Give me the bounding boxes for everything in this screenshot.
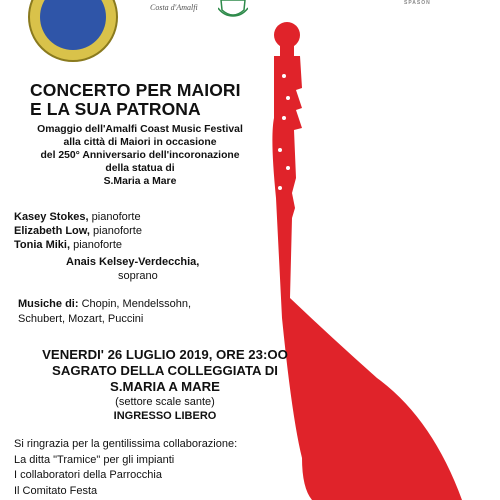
event-venue-line-1: SAGRATO DELLA COLLEGGIATA DI <box>52 363 278 378</box>
event-entry: INGRESSO LIBERO <box>113 410 217 422</box>
costa-amalfi-label: Costa d'Amalfi <box>150 3 198 12</box>
event-note: (settore scale sante) <box>115 396 215 408</box>
sponsor-logo-text: SPASON <box>404 0 431 6</box>
soprano-role: soprano <box>118 270 158 282</box>
event-date: VENERDI' 26 LUGLIO 2019, ORE 23:OO <box>42 347 288 362</box>
subtitle-line: Omaggio dell'Amalfi Coast Music Festival <box>37 124 243 135</box>
thanks-line: La ditta "Tramice" per gli impianti <box>14 453 175 466</box>
performers-list <box>14 210 142 252</box>
subtitle-line: della statua di <box>105 163 175 174</box>
subtitle-line: del 250° Anniversario dell'incoronazione <box>40 150 240 161</box>
double-bass-silhouette <box>262 18 500 500</box>
thanks-block <box>14 437 237 499</box>
performer-item: Tonia Miki, pianoforte <box>14 239 123 251</box>
subtitle-line: alla città di Maiori in occasione <box>63 137 217 148</box>
performer-item: Elizabeth Low, pianoforte <box>14 225 142 237</box>
town-crest-icon <box>218 0 248 18</box>
thanks-intro: Si ringrazia per la gentilissima collaborazione: <box>14 438 238 450</box>
thanks-line: I collaboratori della Parrocchia <box>14 469 162 481</box>
concert-title-line-1: CONCERTO PER MAIORI <box>30 80 241 100</box>
event-venue-line-2: S.MARIA A MARE <box>110 379 220 394</box>
subtitle-block <box>30 123 250 188</box>
seal-emblem <box>40 0 106 50</box>
thanks-line: Il Comitato Festa <box>14 484 98 497</box>
music-line-1: Musiche di: Chopin, Mendelssohn, <box>18 298 192 310</box>
music-line-2: Schubert, Mozart, Puccini <box>18 313 144 325</box>
festival-seal-logo <box>28 0 118 62</box>
soprano-name: Anais Kelsey-Verdecchia, <box>66 256 200 268</box>
concert-title-line-2: E LA SUA PATRONA <box>30 99 201 119</box>
performer-item: Kasey Stokes, pianoforte <box>14 211 141 223</box>
subtitle-line: S.Maria a Mare <box>103 176 177 187</box>
